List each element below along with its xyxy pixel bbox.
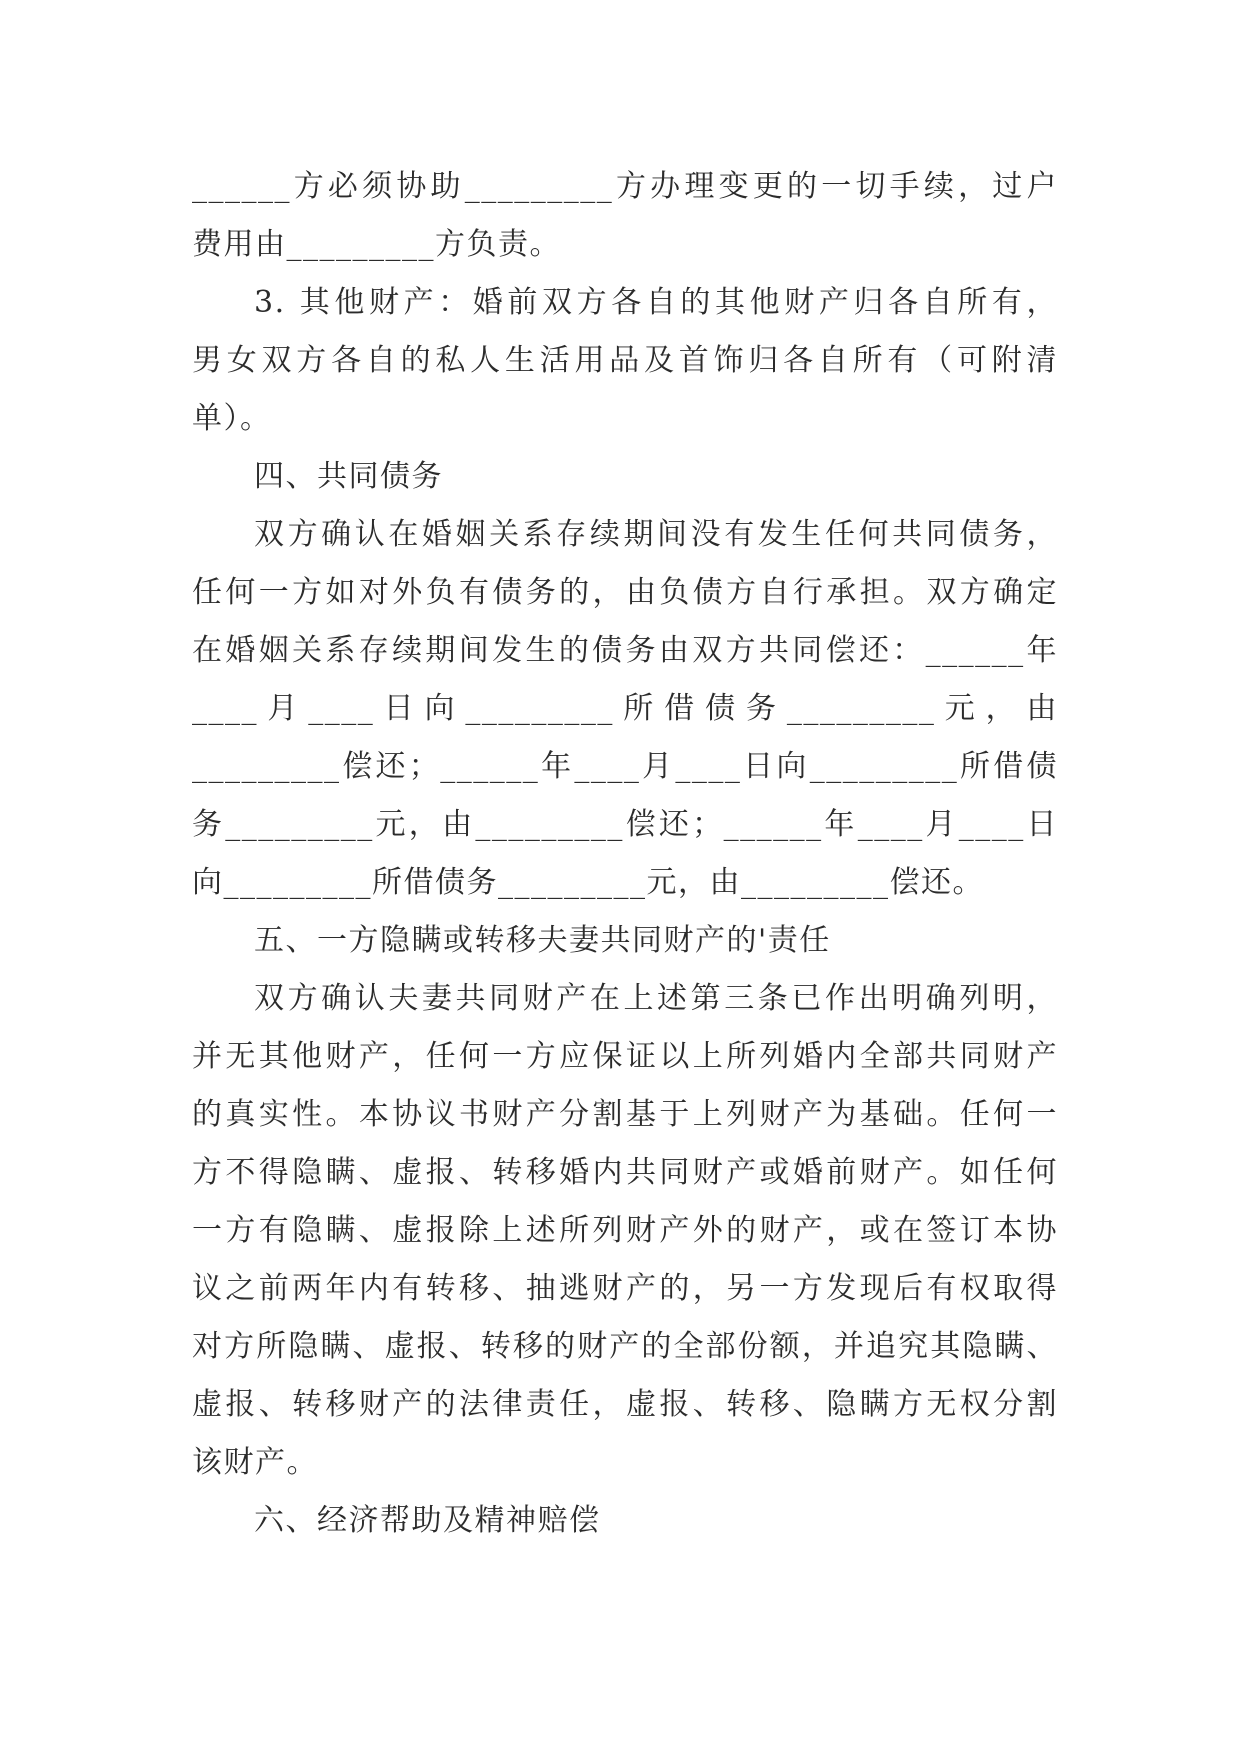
section-heading-concealment-liability: 五、一方隐瞒或转移夫妻共同财产的'责任 bbox=[254, 923, 831, 958]
paragraph-line: 议之前两年内有转移、抽逃财产的，另一方发现后有权取得 bbox=[192, 1271, 1058, 1306]
paragraph-line: 单）。 bbox=[192, 401, 272, 436]
paragraph-line: 在婚姻关系存续期间发生的债务由双方共同偿还：______年 bbox=[192, 633, 1058, 668]
paragraph-line: 男女双方各自的私人生活用品及首饰归各自所有（可附清 bbox=[192, 343, 1058, 378]
paragraph-line: ______方必须协助_________方办理变更的一切手续，过户 bbox=[192, 169, 1058, 204]
paragraph-line: 一方有隐瞒、虚报除上述所列财产外的财产，或在签订本协 bbox=[192, 1213, 1058, 1248]
paragraph-line: 方不得隐瞒、虚报、转移婚内共同财产或婚前财产。如任何 bbox=[192, 1155, 1058, 1190]
paragraph-line: 对方所隐瞒、虚报、转移的财产的全部份额，并追究其隐瞒、 bbox=[192, 1329, 1058, 1364]
paragraph-line: 并无其他财产，任何一方应保证以上所列婚内全部共同财产 bbox=[192, 1039, 1058, 1074]
document-body bbox=[192, 158, 1058, 1550]
paragraph-line: 双方确认夫妻共同财产在上述第三条已作出明确列明， bbox=[254, 981, 1058, 1016]
paragraph-line: _________偿还；______年____月____日向_________所借债 bbox=[192, 749, 1058, 784]
paragraph-line: 虚报、转移财产的法律责任，虚报、转移、隐瞒方无权分割 bbox=[192, 1387, 1058, 1422]
section-heading-financial-aid: 六、经济帮助及精神赔偿 bbox=[254, 1503, 601, 1538]
paragraph-line: 向_________所借债务_________元，由_________偿还。 bbox=[192, 865, 984, 900]
paragraph-line: 双方确认在婚姻关系存续期间没有发生任何共同债务， bbox=[254, 517, 1058, 552]
common-debts-paragraph bbox=[192, 506, 1058, 912]
transfer-clause-paragraph bbox=[192, 158, 1058, 274]
paragraph-line: 3. 其他财产：婚前双方各自的其他财产归各自所有， bbox=[254, 285, 1058, 320]
paragraph-line: 务_________元，由_________偿还；______年____月____日 bbox=[192, 807, 1058, 842]
paragraph-line: 的真实性。本协议书财产分割基于上列财产为基础。任何一 bbox=[192, 1097, 1058, 1132]
paragraph-line: 费用由_________方负责。 bbox=[192, 227, 561, 262]
section-heading-common-debts: 四、共同债务 bbox=[254, 459, 443, 494]
paragraph-line: ____月____日向_________所借债务_________元，由 bbox=[192, 691, 1058, 726]
other-property-paragraph bbox=[192, 274, 1058, 448]
paragraph-line: 该财产。 bbox=[192, 1445, 318, 1480]
concealment-liability-paragraph bbox=[192, 970, 1058, 1492]
paragraph-line: 任何一方如对外负有债务的，由负债方自行承担。双方确定 bbox=[192, 575, 1058, 610]
